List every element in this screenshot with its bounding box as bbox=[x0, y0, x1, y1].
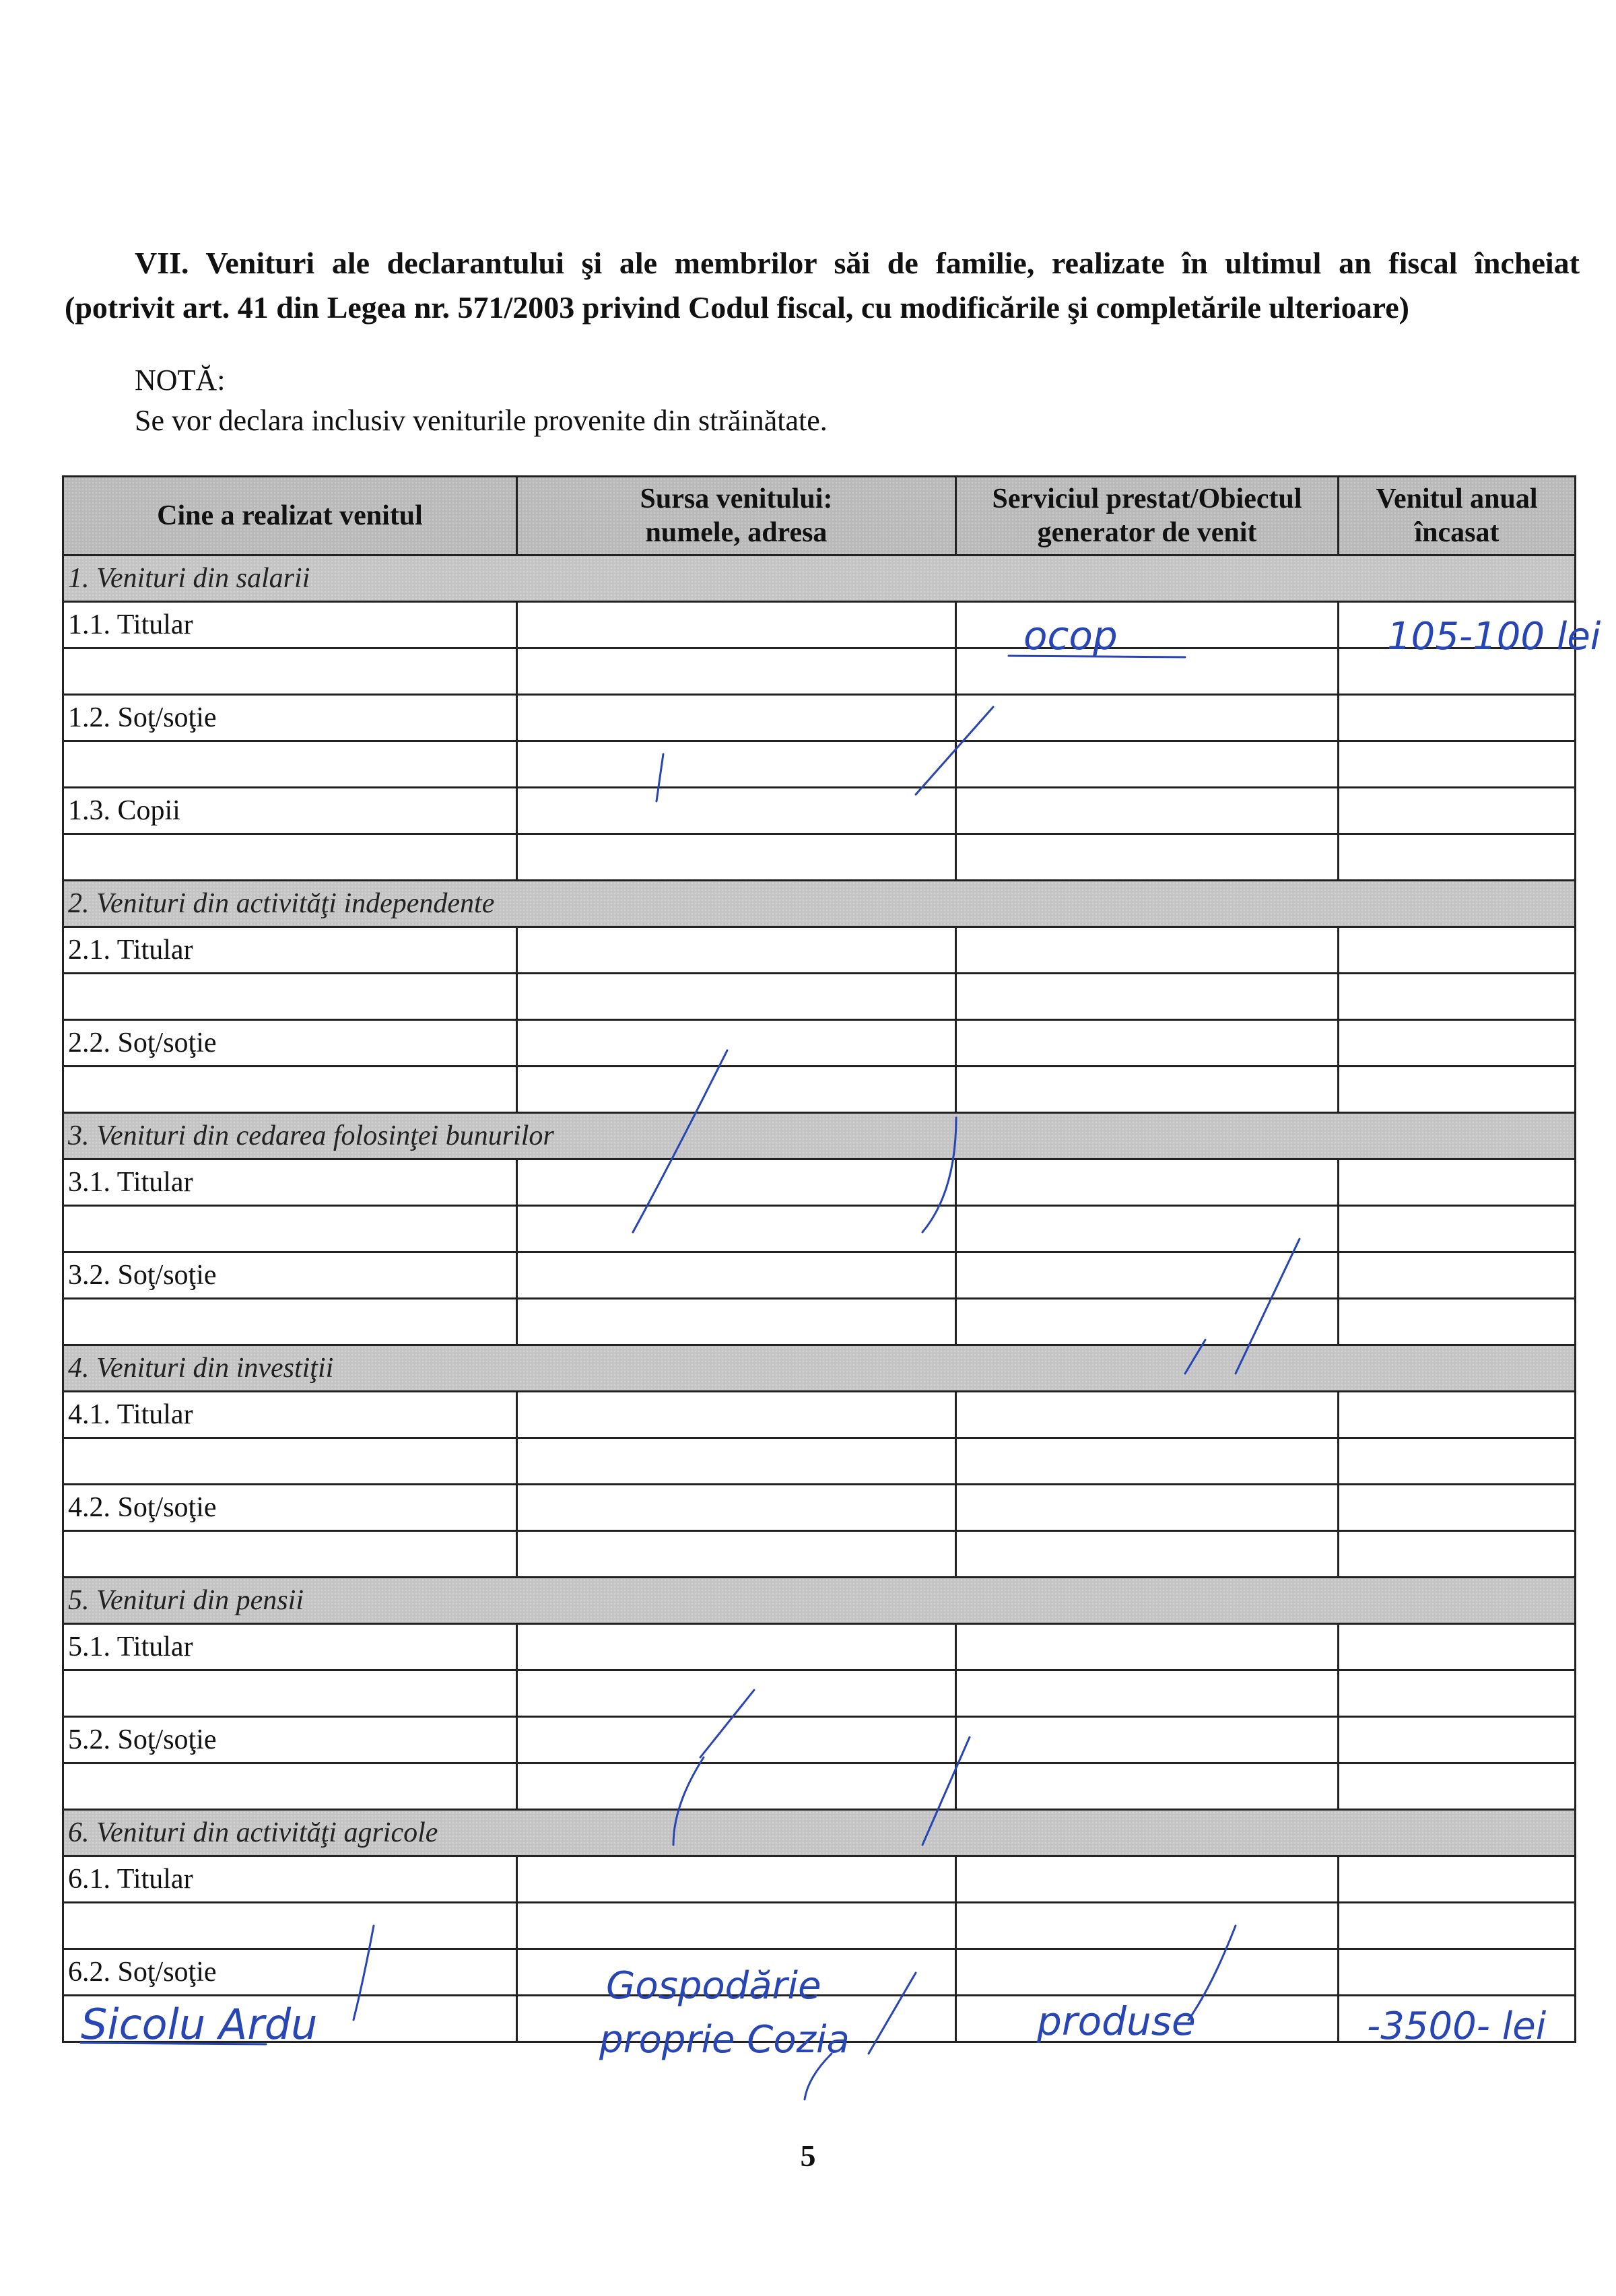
header-service: Serviciul prestat/Obiectul generator de venit bbox=[956, 477, 1339, 555]
table-row bbox=[63, 1020, 1576, 1067]
nota-block bbox=[135, 360, 828, 441]
section-heading bbox=[65, 241, 1580, 330]
row-label: 2.2. Soţ/soţie bbox=[63, 1020, 517, 1067]
income-table bbox=[62, 475, 1576, 2043]
table-row bbox=[63, 927, 1576, 974]
table-row bbox=[63, 1856, 1576, 1903]
row-label: 4.1. Titular bbox=[63, 1392, 517, 1438]
section-title: 6. Venituri din activităţi agricole bbox=[63, 1810, 1576, 1856]
header-income: Venitul anual încasat bbox=[1339, 477, 1576, 555]
row-label: 3.2. Soţ/soţie bbox=[63, 1252, 517, 1299]
section-title: 5. Venituri din pensii bbox=[63, 1578, 1576, 1624]
header-who: Cine a realizat venitul bbox=[63, 477, 517, 555]
hw-salary-income: 105-100 lei bbox=[1387, 615, 1601, 659]
table-row bbox=[63, 1299, 1576, 1345]
cross-out-mark bbox=[805, 2054, 832, 2099]
section-row bbox=[63, 555, 1576, 602]
table-row bbox=[63, 1624, 1576, 1670]
table-row bbox=[63, 1438, 1576, 1485]
row-label: 5.2. Soţ/soţie bbox=[63, 1717, 517, 1763]
table-row bbox=[63, 602, 1576, 648]
table-row bbox=[63, 1949, 1576, 1996]
section-row bbox=[63, 1578, 1576, 1624]
header-source: Sursa venitului: numele, adresa bbox=[517, 477, 956, 555]
table-row bbox=[63, 834, 1576, 881]
row-label: 2.1. Titular bbox=[63, 927, 517, 974]
row-label: 3.1. Titular bbox=[63, 1159, 517, 1206]
table-row bbox=[63, 1531, 1576, 1578]
row-label: 1.3. Copii bbox=[63, 788, 517, 834]
table-row bbox=[63, 1996, 1576, 2042]
row-label: 1.2. Soţ/soţie bbox=[63, 695, 517, 741]
table-row bbox=[63, 1903, 1576, 1949]
row-label: 4.2. Soţ/soţie bbox=[63, 1485, 517, 1531]
hw-agri-service: produse bbox=[1037, 1998, 1196, 2044]
hw-agri-source-1: Gospodărie bbox=[606, 1964, 821, 2008]
table-row bbox=[63, 1392, 1576, 1438]
table-row bbox=[63, 1252, 1576, 1299]
hw-agri-income: -3500- lei bbox=[1367, 2004, 1547, 2048]
nota-label: NOTĂ: bbox=[135, 364, 226, 397]
row-label: 6.1. Titular bbox=[63, 1856, 517, 1903]
row-label: 1.1. Titular bbox=[63, 602, 517, 648]
table-header-row bbox=[63, 477, 1576, 555]
hw-agri-source-2: proprie Cozia bbox=[599, 2018, 850, 2062]
underline-mark bbox=[81, 2043, 266, 2044]
section-title: 2. Venituri din activităţi independente bbox=[63, 881, 1576, 927]
table-row bbox=[63, 1485, 1576, 1531]
table-row bbox=[63, 974, 1576, 1020]
table-row bbox=[63, 1206, 1576, 1252]
section-row bbox=[63, 1345, 1576, 1392]
section-row bbox=[63, 881, 1576, 927]
section-row bbox=[63, 1113, 1576, 1159]
section-title: 4. Venituri din investiţii bbox=[63, 1345, 1576, 1392]
table-row bbox=[63, 1763, 1576, 1810]
table-row bbox=[63, 1159, 1576, 1206]
row-label: 5.1. Titular bbox=[63, 1624, 517, 1670]
table-row bbox=[63, 648, 1576, 695]
nota-text: Se vor declara inclusiv veniturile provenite din străinătate. bbox=[135, 404, 828, 437]
table-row bbox=[63, 1067, 1576, 1113]
hw-agri-who: Sicolu Ardu bbox=[81, 2000, 318, 2049]
heading-line-1: VII. Venituri ale declarantului şi ale membrilor săi de familie, realizate în ultimul an fiscal încheiat bbox=[135, 246, 1580, 280]
section-title: 3. Venituri din cedarea folosinţei bunurilor bbox=[63, 1113, 1576, 1159]
table-row bbox=[63, 695, 1576, 741]
page-number: 5 bbox=[800, 2138, 816, 2173]
section-title: 1. Venituri din salarii bbox=[63, 555, 1576, 602]
table-row bbox=[63, 1717, 1576, 1763]
hw-salary-service: ocop bbox=[1023, 613, 1118, 659]
table-row bbox=[63, 788, 1576, 834]
table-row bbox=[63, 1670, 1576, 1717]
table-row bbox=[63, 741, 1576, 788]
heading-line-2: (potrivit art. 41 din Legea nr. 571/2003 privind Codul fiscal, cu modificările şi completările ulterioare) bbox=[65, 290, 1409, 325]
section-row bbox=[63, 1810, 1576, 1856]
row-label: 6.2. Soţ/soţie bbox=[63, 1949, 517, 1996]
